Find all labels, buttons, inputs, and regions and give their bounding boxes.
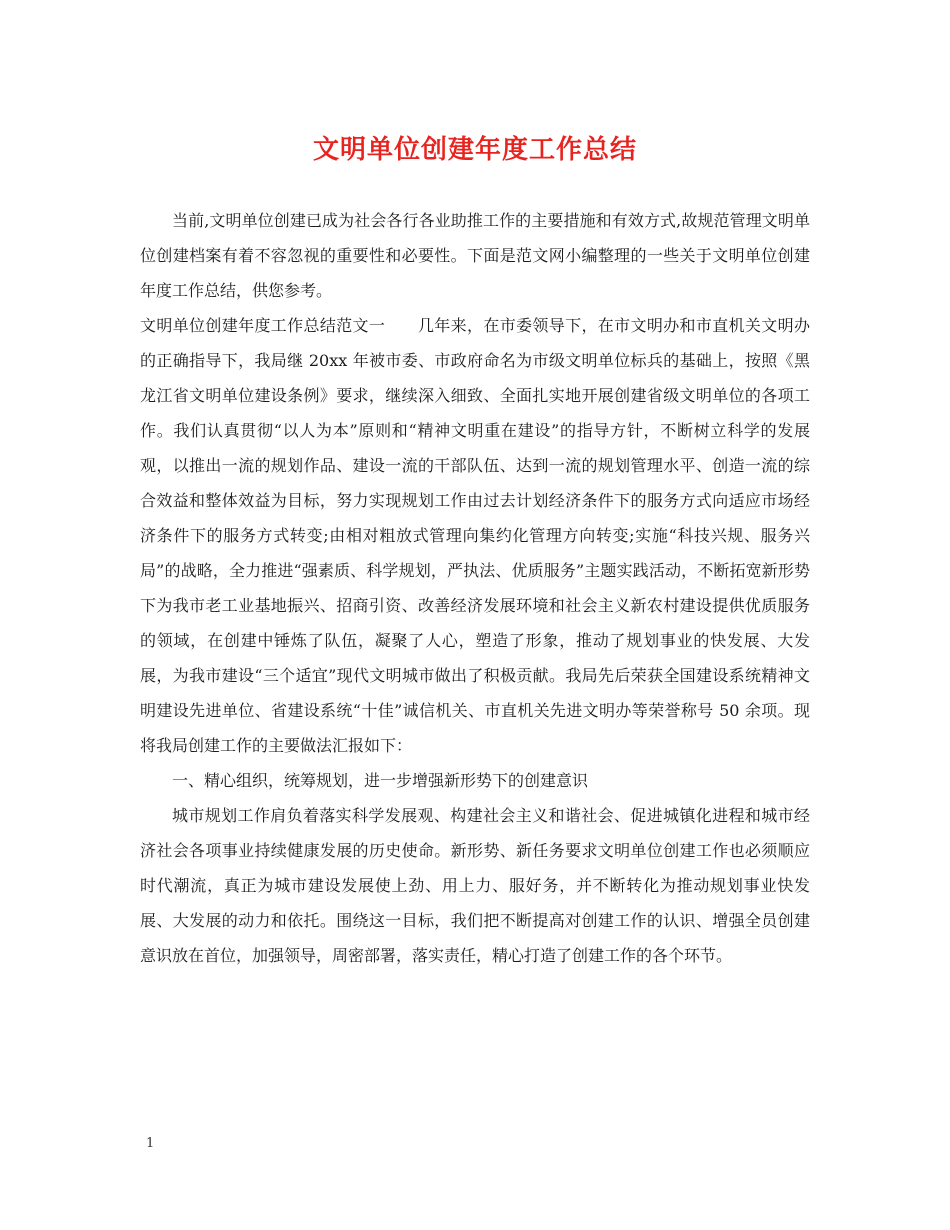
document-body: [140, 203, 810, 973]
section-heading-one: 一、精心组织，统筹规划，进一步增强新形势下的创建意识: [172, 771, 589, 790]
page-number: 1: [146, 1136, 155, 1151]
section-one-paragraph: 城市规划工作肩负着落实科学发展观、构建社会主义和谐社会、促进城镇化进程和城市经济社会各项事业持续健康发展的历史使命。新形势、新任务要求文明单位创建工作也必须顺应时代潮流，真正为城市建设发展使上劲、用上力、服好务，并不断转化为推动规划事业快发展、大发展的动力和依托。围绕这一目标，我们把不断提高对创建工作的认识、增强全员创建意识放在首位，加强领导，周密部署，落实责任，精心打造了创建工作的各个环节。: [140, 806, 810, 965]
sample-one-paragraph: 文明单位创建年度工作总结范文一 几年来，在市委领导下，在市文明办和市直机关文明办的正确指导下，我局继 20xx 年被市委、市政府命名为市级文明单位标兵的基础上，按照《黑龙江省文明单位建设条例》要求，继续深入细致、全面扎实地开展创建省级文明单位的各项工作。我们认真贯彻“以人为本”原则和“精神文明重在建设”的指导方针，不断树立科学的发展观，以推出一流的规划作品、建设一流的干部队伍、达到一流的规划管理水平、创造一流的综合效益和整体效益为目标，努力实现规划工作由过去计划经济条件下的服务方式向适应市场经济条件下的服务方式转变;由相对粗放式管理向集约化管理方向转变;实施“科技兴规、服务兴局”的战略，全力推进“强素质、科学规划，严执法、优质服务”主题实践活动，不断拓宽新形势下为我市老工业基地振兴、招商引资、改善经济发展环境和社会主义新农村建设提供优质服务的领域，在创建中锤炼了队伍，凝聚了人心，塑造了形象，推动了规划事业的快发展、大发展，为我市建设“三个适宜”现代文明城市做出了积极贡献。我局先后荣获全国建设系统精神文明建设先进单位、省建设系统“十佳”诚信机关、市直机关先进文明办等荣誉称号 50 余项。现将我局创建工作的主要做法汇报如下：: [140, 316, 810, 755]
intro-paragraph: 当前,文明单位创建已成为社会各行各业助推工作的主要措施和有效方式,故规范管理文明单位创建档案有着不容忽视的重要性和必要性。下面是范文网小编整理的一些关于文明单位创建年度工作总结，供您参考。: [140, 211, 810, 300]
document-title: 文明单位创建年度工作总结: [312, 135, 637, 165]
